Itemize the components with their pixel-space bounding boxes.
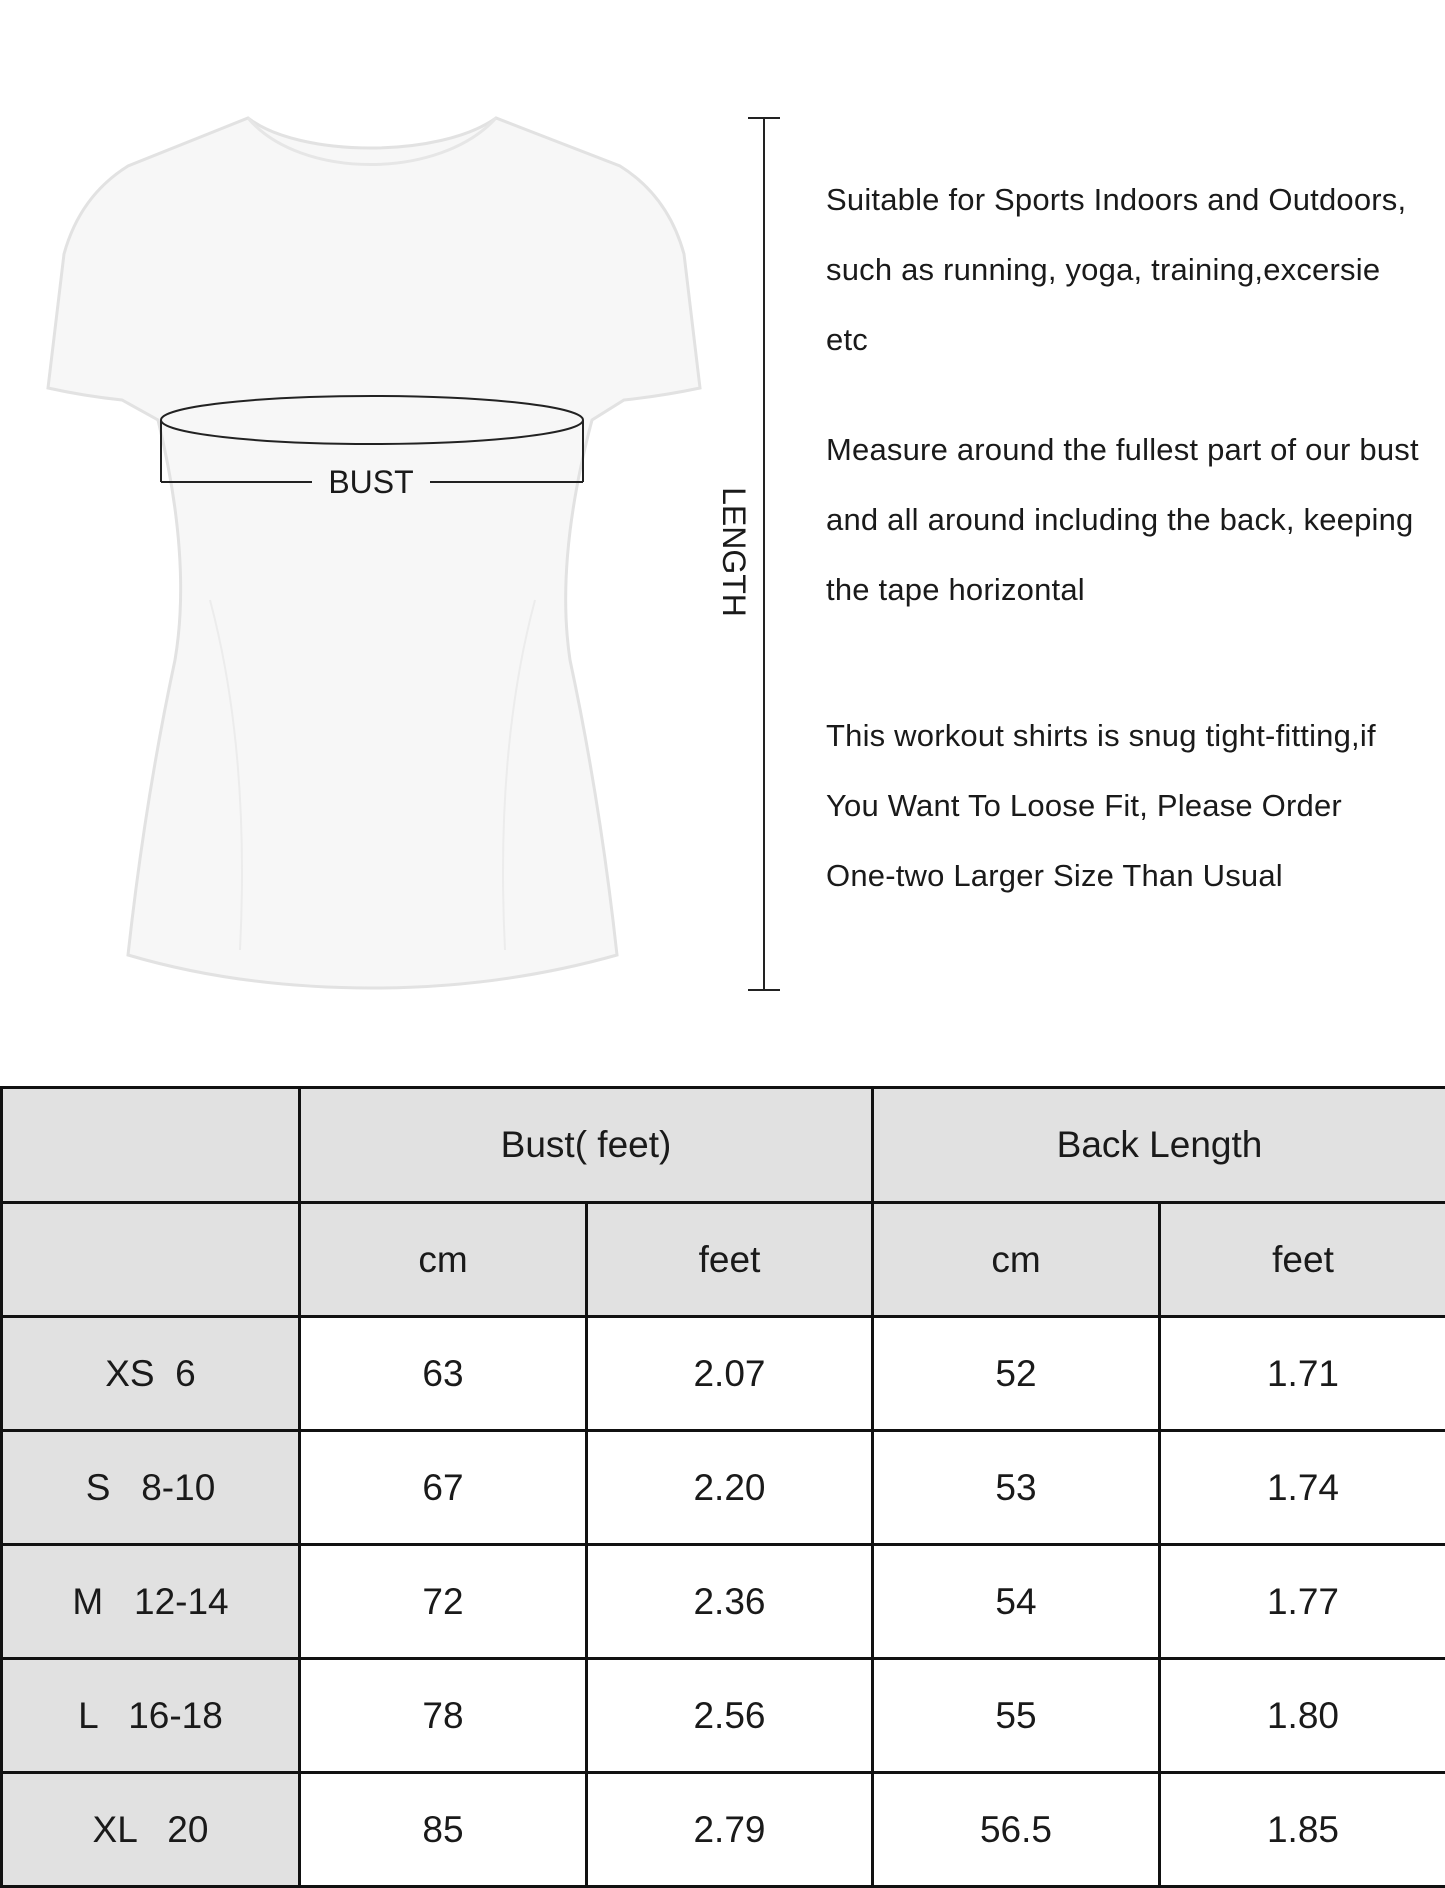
description-line: Measure around the fullest part of our bust	[826, 415, 1426, 485]
back-feet-cell: 1.85	[1160, 1773, 1445, 1887]
back-cm-cell: 55	[873, 1659, 1160, 1773]
back-cm-cell: 56.5	[873, 1773, 1160, 1887]
bust-cm-cell: 67	[300, 1431, 587, 1545]
bust-feet-cell: 2.79	[587, 1773, 873, 1887]
description-line: the tape horizontal	[826, 555, 1426, 625]
back-cm-cell: 52	[873, 1317, 1160, 1431]
bust-cm-header: cm	[300, 1203, 587, 1317]
table-row	[2, 1659, 1445, 1773]
size-label-cell: L 16-18	[2, 1659, 300, 1773]
bust-group-header: Bust( feet)	[300, 1088, 873, 1203]
size-label-cell: M 12-14	[2, 1545, 300, 1659]
back-cm-cell: 54	[873, 1545, 1160, 1659]
description-line: such as running, yoga, training,excersie	[826, 235, 1426, 305]
description-line: Suitable for Sports Indoors and Outdoors,	[826, 165, 1426, 235]
description-line: You Want To Loose Fit, Please Order	[826, 771, 1426, 841]
table-row	[2, 1773, 1445, 1887]
bust-feet-cell: 2.07	[587, 1317, 873, 1431]
size-label-cell: S 8-10	[2, 1431, 300, 1545]
table-row	[2, 1545, 1445, 1659]
back-feet-cell: 1.77	[1160, 1545, 1445, 1659]
bust-feet-header: feet	[587, 1203, 873, 1317]
back-feet-header: feet	[1160, 1203, 1445, 1317]
bust-cm-cell: 85	[300, 1773, 587, 1887]
table-corner-cell	[2, 1203, 300, 1317]
description-paragraph-sports	[826, 165, 1426, 375]
description-line: This workout shirts is snug tight-fitting,if	[826, 701, 1426, 771]
back-cm-header: cm	[873, 1203, 1160, 1317]
bust-feet-cell: 2.20	[587, 1431, 873, 1545]
description-line: One-two Larger Size Than Usual	[826, 841, 1426, 911]
back-feet-cell: 1.80	[1160, 1659, 1445, 1773]
table-corner-cell	[2, 1088, 300, 1203]
table-row	[2, 1317, 1445, 1431]
size-label-cell: XS 6	[2, 1317, 300, 1431]
description-paragraph-measure	[826, 415, 1426, 625]
table-unit-header-row	[2, 1203, 1445, 1317]
tshirt-illustration	[48, 118, 700, 988]
bust-feet-cell: 2.36	[587, 1545, 873, 1659]
length-label: LENGTH	[716, 487, 752, 617]
size-label-cell: XL 20	[2, 1773, 300, 1887]
size-chart-table	[0, 1086, 1445, 1888]
back-feet-cell: 1.71	[1160, 1317, 1445, 1431]
description-line: and all around including the back, keeping	[826, 485, 1426, 555]
table-group-header-row	[2, 1088, 1445, 1203]
back-length-group-header: Back Length	[873, 1088, 1445, 1203]
bust-cm-cell: 78	[300, 1659, 587, 1773]
back-cm-cell: 53	[873, 1431, 1160, 1545]
back-feet-cell: 1.74	[1160, 1431, 1445, 1545]
bust-cm-cell: 72	[300, 1545, 587, 1659]
bust-feet-cell: 2.56	[587, 1659, 873, 1773]
bust-label: BUST	[328, 464, 413, 500]
description-line: etc	[826, 305, 1426, 375]
table-row	[2, 1431, 1445, 1545]
bust-cm-cell: 63	[300, 1317, 587, 1431]
description-paragraph-fit	[826, 701, 1426, 911]
